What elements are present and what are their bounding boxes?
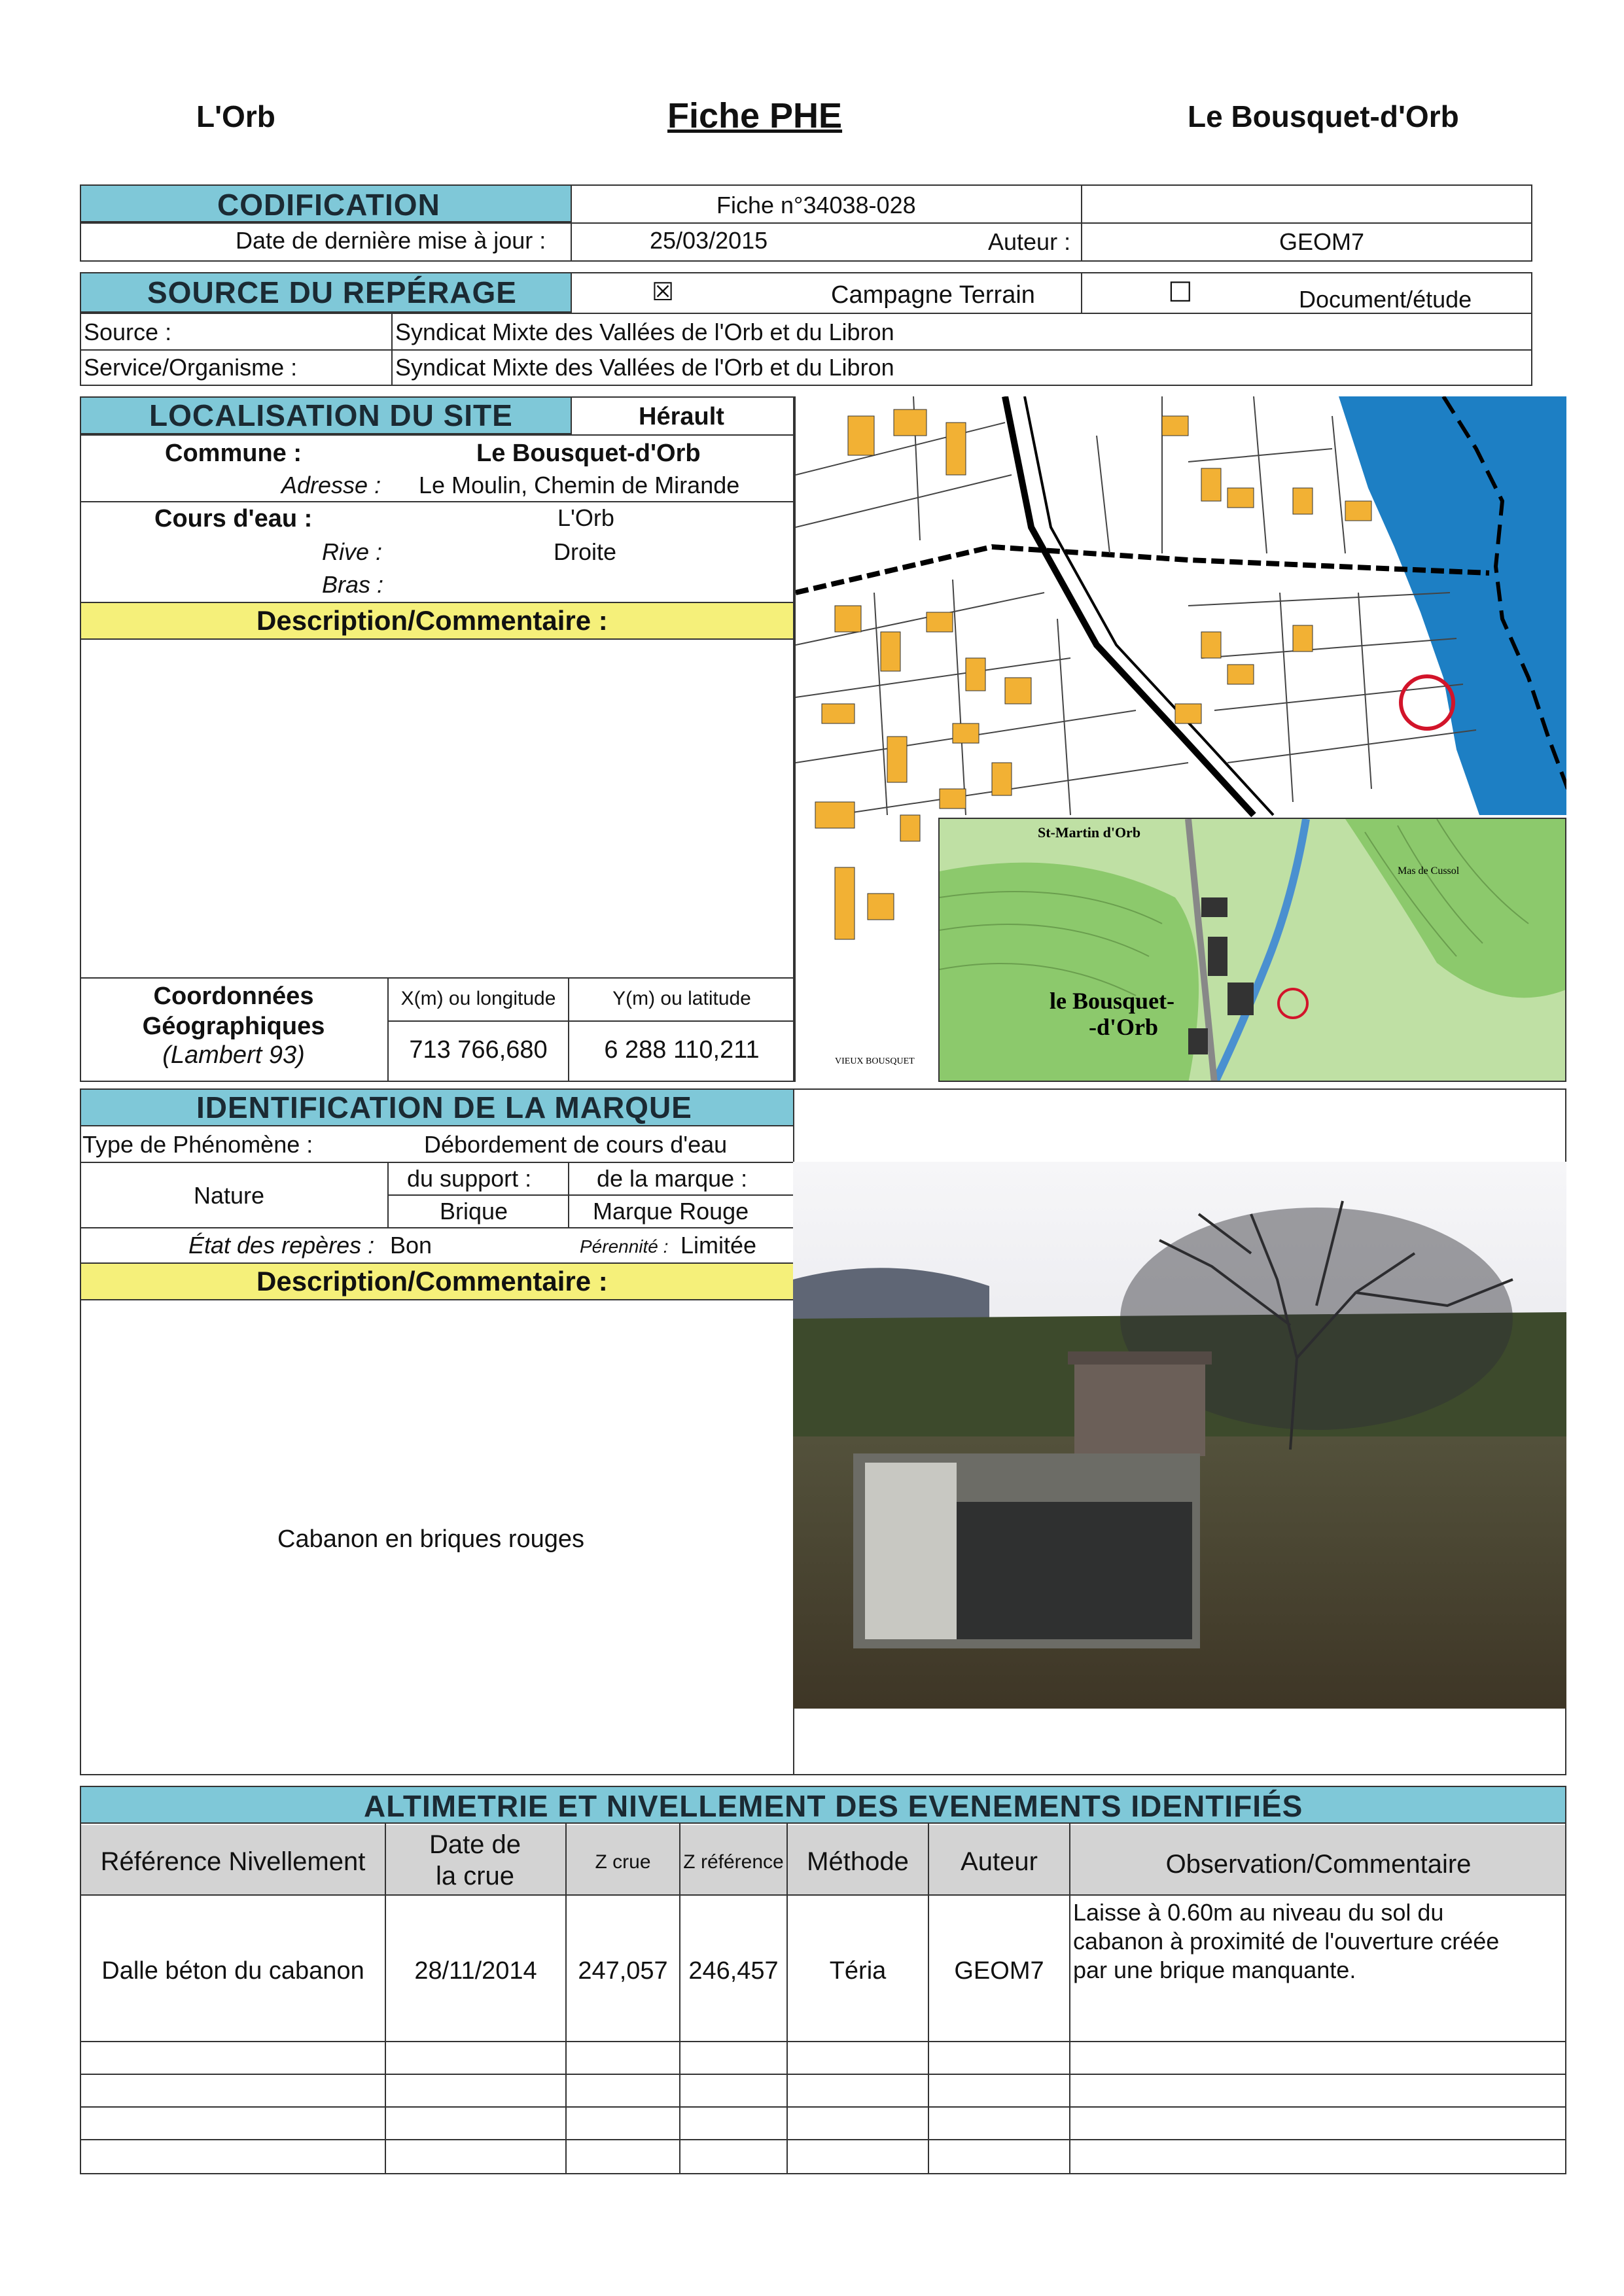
- campagne-checkbox[interactable]: ☒: [652, 279, 675, 306]
- row-observation-1: Laisse à 0.60m au niveau du sol du: [1073, 1899, 1444, 1926]
- etat-value: Bon: [390, 1232, 432, 1259]
- y-label: Y(m) ou latitude: [612, 988, 751, 1009]
- row-observation-2: cabanon à proximité de l'ouverture créée: [1073, 1928, 1500, 1955]
- row-methode: Téria: [829, 1957, 887, 1985]
- commune-label: Commune :: [165, 440, 302, 467]
- row-date: 28/11/2014: [414, 1957, 537, 1985]
- col-date: Date de la crue: [429, 1830, 521, 1890]
- adresse-label: Adresse :: [281, 472, 381, 498]
- coord-label-2: Géographiques: [142, 1013, 325, 1040]
- topo-label-town-1: le Bousquet-: [1050, 988, 1175, 1014]
- cours-label: Cours d'eau :: [154, 505, 313, 532]
- rive-value: Droite: [554, 538, 617, 565]
- col-auteur: Auteur: [961, 1847, 1038, 1876]
- cours-value: L'Orb: [557, 504, 614, 531]
- col-observation: Observation/Commentaire: [1165, 1850, 1472, 1879]
- source-label: Source :: [84, 319, 172, 345]
- row-zreference: 246,457: [688, 1957, 779, 1985]
- marque-label: de la marque :: [597, 1165, 748, 1192]
- document-checkbox[interactable]: ☐: [1168, 277, 1193, 307]
- col-methode: Méthode: [807, 1847, 909, 1876]
- col-zcrue: Z crue: [595, 1851, 651, 1873]
- date-label: Date de dernière mise à jour :: [236, 227, 546, 254]
- marque-value: Marque Rouge: [593, 1198, 749, 1225]
- x-value: 713 766,680: [409, 1036, 548, 1064]
- localisation-description-heading: Description/Commentaire :: [256, 605, 608, 636]
- col-reference: Référence Nivellement: [100, 1847, 366, 1876]
- topo-map: [938, 818, 1566, 1082]
- date-value: 25/03/2015: [650, 227, 768, 254]
- topo-label-cussol: Mas de Cussol: [1398, 865, 1460, 877]
- cadastre-label: VIEUX BOUSQUET: [835, 1056, 915, 1066]
- perennite-value: Limitée: [680, 1232, 757, 1259]
- altimetrie-heading: ALTIMETRIE ET NIVELLEMENT DES EVENEMENTS IDENTIFIÉS: [364, 1789, 1303, 1823]
- y-value: 6 288 110,211: [604, 1036, 760, 1064]
- empty-row-line: [80, 2139, 1566, 2140]
- row-auteur: GEOM7: [954, 1957, 1044, 1985]
- empty-row-line: [80, 2106, 1566, 2108]
- source-heading: SOURCE DU REPÉRAGE: [147, 275, 517, 309]
- identification-description-text: Cabanon en briques rouges: [277, 1525, 585, 1553]
- campagne-label: Campagne Terrain: [831, 281, 1035, 309]
- perennite-label: Pérennité :: [580, 1236, 669, 1257]
- empty-row-line: [80, 2074, 1566, 2075]
- service-label: Service/Organisme :: [84, 354, 298, 381]
- rive-label: Rive :: [322, 538, 383, 565]
- fiche-number: Fiche n°34038-028: [716, 192, 916, 218]
- author-label: Auteur :: [988, 228, 1071, 255]
- coord-label-1: Coordonnées: [153, 983, 314, 1010]
- localisation-heading: LOCALISATION DU SITE: [149, 398, 513, 432]
- x-label: X(m) ou longitude: [400, 988, 556, 1009]
- bras-label: Bras :: [322, 571, 384, 598]
- site-photo-drawing: [793, 1162, 1566, 1709]
- author-value: GEOM7: [1279, 228, 1365, 255]
- support-value: Brique: [440, 1198, 508, 1225]
- row-zcrue: 247,057: [578, 1957, 668, 1985]
- support-label: du support :: [407, 1165, 532, 1192]
- coord-label-3: (Lambert 93): [162, 1041, 305, 1069]
- commune-value: Le Bousquet-d'Orb: [476, 440, 701, 467]
- source-value: Syndicat Mixte des Vallées de l'Orb et du Libron: [395, 319, 894, 345]
- adresse-value: Le Moulin, Chemin de Mirande: [419, 472, 740, 498]
- river-name: L'Orb: [196, 99, 275, 133]
- service-value: Syndicat Mixte des Vallées de l'Orb et du Libron: [395, 354, 894, 381]
- nature-label: Nature: [194, 1182, 265, 1209]
- topo-label-stmartin: St-Martin d'Orb: [1038, 824, 1141, 841]
- col-zreference: Z référence: [683, 1851, 784, 1873]
- topo-label-town-2: -d'Orb: [1089, 1014, 1159, 1040]
- type-value: Débordement de cours d'eau: [424, 1131, 728, 1158]
- site-photo: [793, 1162, 1566, 1709]
- commune-header: Le Bousquet-d'Orb: [1188, 99, 1459, 133]
- topo-map-drawing: [940, 819, 1566, 1082]
- row-reference: Dalle béton du cabanon: [101, 1957, 364, 1985]
- type-label: Type de Phénomène :: [82, 1131, 313, 1158]
- document-label: Document/étude: [1299, 286, 1472, 313]
- identification-description-heading: Description/Commentaire :: [256, 1266, 608, 1296]
- department: Hérault: [639, 403, 724, 430]
- page-title: Fiche PHE: [667, 96, 843, 135]
- localisation-box: [80, 396, 794, 1082]
- identification-heading: IDENTIFICATION DE LA MARQUE: [196, 1090, 692, 1124]
- row-observation-3: par une brique manquante.: [1073, 1957, 1356, 1983]
- codification-heading: CODIFICATION: [217, 188, 440, 222]
- etat-label: État des repères :: [188, 1232, 375, 1259]
